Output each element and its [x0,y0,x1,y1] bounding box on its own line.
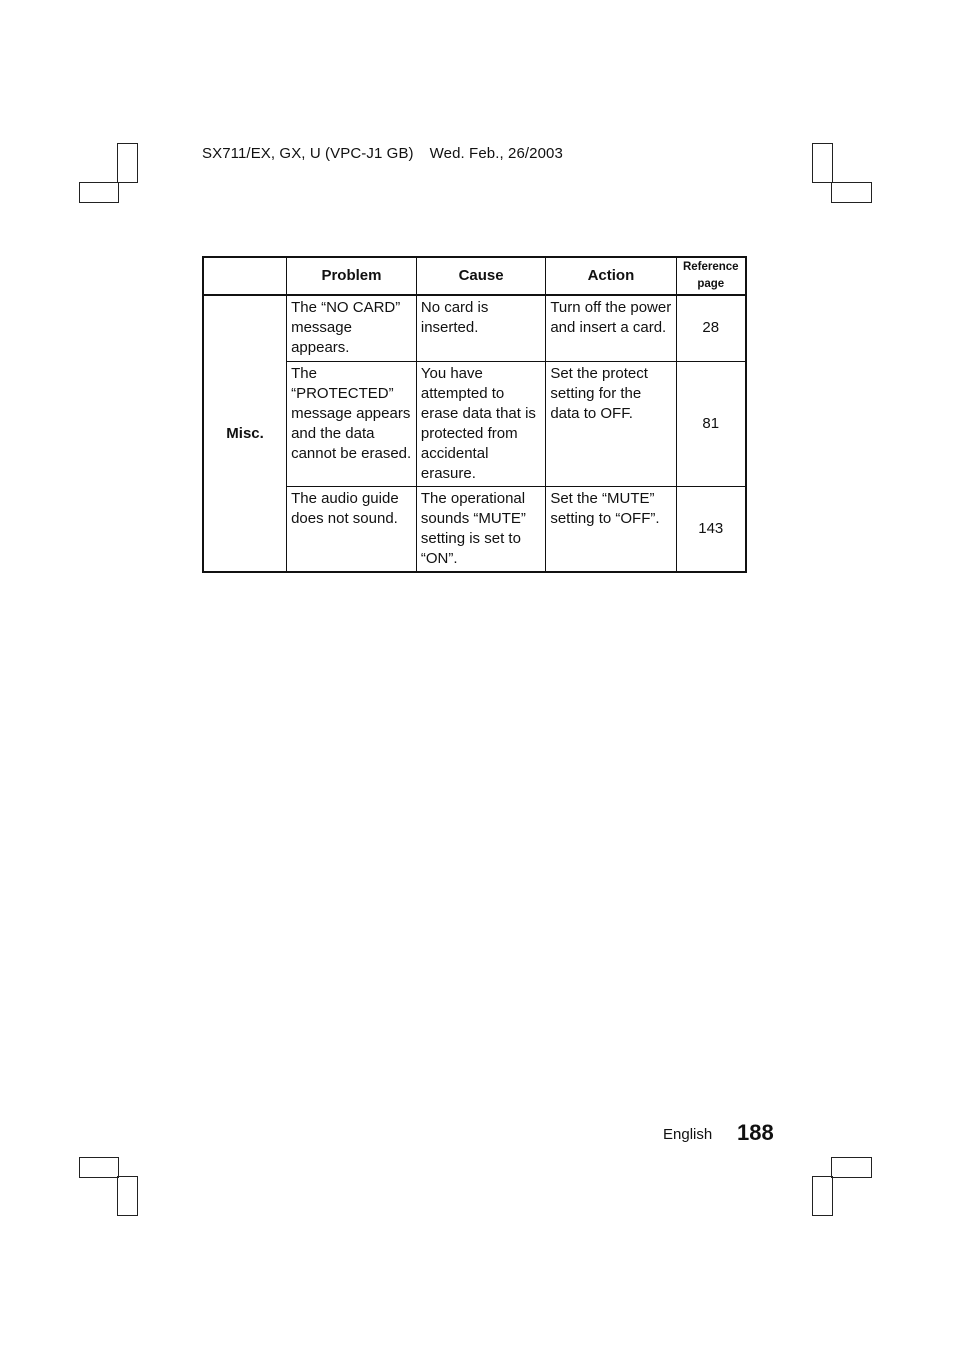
crop-mark-bottom-right-vertical [812,1176,833,1216]
action-cell: Set the protect setting for the data to OFF. [546,361,676,486]
column-header-problem: Problem [287,257,417,295]
model-label: SX711/EX, GX, U (VPC-J1 GB) [202,145,414,162]
cause-cell: No card is inserted. [416,295,545,361]
action-cell: Turn off the power and insert a card. [546,295,676,361]
column-header-action: Action [546,257,676,295]
crop-mark-top-right-horizontal [831,182,872,203]
document-header [202,145,563,162]
problem-cell: The audio guide does not sound. [287,486,417,572]
crop-mark-bottom-left-vertical [117,1176,138,1216]
page-number: 188 [737,1120,774,1145]
problem-cell: The “NO CARD” message appears. [287,295,417,361]
cause-cell: The operational sounds “MUTE” setting is set to “ON”. [416,486,545,572]
reference-line1: Reference [682,261,739,273]
troubleshooting-table [202,256,747,573]
crop-mark-bottom-right-horizontal [831,1157,872,1178]
column-header-category [203,257,287,295]
reference-page-cell: 28 [676,295,746,361]
action-cell: Set the “MUTE” setting to “OFF”. [546,486,676,572]
cause-cell: You have attempted to erase data that is protected from accidental erasure. [416,361,545,486]
reference-page-cell: 143 [676,486,746,572]
table-header-row [203,257,746,295]
crop-mark-top-left-horizontal [79,182,119,203]
date-label: Wed. Feb., 26/2003 [429,145,563,162]
footer-language: English [663,1126,713,1143]
crop-mark-top-left-vertical [117,143,138,183]
reference-line2: page [697,278,725,290]
crop-mark-bottom-left-horizontal [79,1157,119,1178]
reference-page-cell: 81 [676,361,746,486]
column-header-reference-page [676,257,746,295]
crop-mark-top-right-vertical [812,143,833,183]
category-cell: Misc. [203,295,287,572]
problem-cell: The “PROTECTED” message appears and the data cannot be erased. [287,361,417,486]
column-header-cause: Cause [416,257,545,295]
table-row [203,295,746,361]
